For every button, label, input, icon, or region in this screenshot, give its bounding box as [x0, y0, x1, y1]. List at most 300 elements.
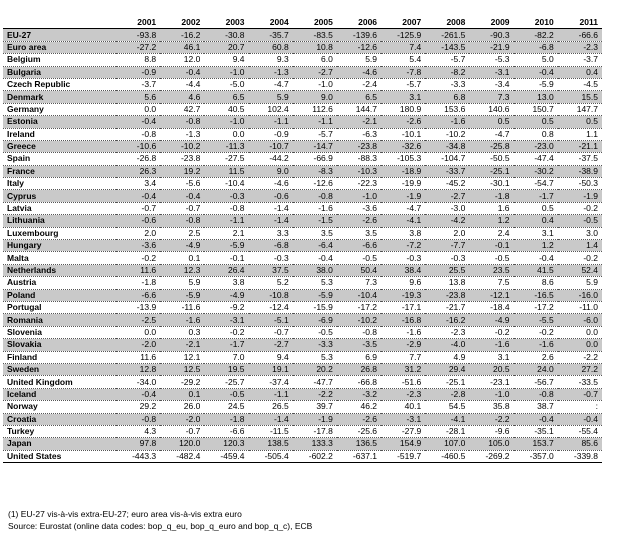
table-row: [3, 190, 602, 202]
year-header: 2010: [514, 17, 558, 29]
value-cell: -0.2: [583, 252, 598, 263]
year-header-row: [3, 17, 602, 29]
table-row: [3, 264, 602, 276]
table-row: [3, 301, 602, 313]
country-name: Finland: [7, 351, 38, 362]
value-cell: -0.6: [249, 190, 293, 202]
value-cell: -0.1: [469, 240, 513, 252]
value-cell: -3.3: [293, 339, 337, 351]
value-cell: 29.4: [425, 363, 469, 375]
value-cell: -4.2: [425, 215, 469, 227]
value-cell: -3.6: [116, 240, 160, 252]
value-cell: -1.4: [249, 215, 293, 227]
table-row: [3, 413, 602, 425]
value-cell: 6.5: [204, 91, 248, 103]
value-cell: -1.6: [514, 339, 558, 351]
value-cell: -45.2: [446, 178, 466, 189]
footnote-1: (1) EU-27 vis-à-vis extra-EU-27; euro area vis-à-vis extra euro: [8, 509, 242, 519]
country-name: Ireland: [7, 128, 35, 139]
value-cell: 120.0: [160, 438, 204, 450]
value-cell: -2.1: [337, 116, 381, 128]
table-row: [3, 103, 602, 115]
value-cell: -10.6: [116, 140, 160, 152]
value-cell: 4.3: [144, 426, 157, 437]
value-cell: -4.5: [583, 79, 598, 90]
value-cell: 1.1: [586, 128, 598, 139]
value-cell: -3.4: [494, 79, 510, 90]
country-name: France: [3, 165, 116, 177]
value-cell: -2.2: [293, 388, 337, 400]
value-cell: -2.6: [337, 215, 381, 227]
value-cell: -5.1: [249, 314, 293, 326]
value-cell: -82.2: [514, 29, 558, 41]
value-cell: 0.0: [144, 103, 157, 114]
value-cell: -1.8: [469, 190, 513, 202]
value-cell: -0.4: [160, 190, 204, 202]
value-cell: -23.0: [514, 140, 558, 152]
value-cell: -0.8: [293, 190, 337, 202]
value-cell: 24.0: [514, 363, 558, 375]
value-cell: -19.9: [401, 178, 422, 189]
value-cell: -0.4: [514, 66, 558, 78]
value-cell: -0.4: [539, 252, 554, 263]
value-cell: -1.0: [469, 388, 513, 400]
value-cell: -25.8: [469, 140, 513, 152]
value-cell: -602.2: [308, 450, 333, 461]
value-cell: -1.4: [274, 203, 289, 214]
value-cell: -23.1: [490, 376, 510, 387]
country-name: Cyprus: [3, 190, 116, 202]
value-cell: -83.5: [293, 29, 337, 41]
country-name: EU-27: [3, 29, 116, 41]
value-cell: -0.4: [116, 388, 160, 400]
value-cell: 2.0: [144, 227, 157, 238]
value-cell: -2.2: [583, 351, 598, 362]
value-cell: -10.2: [446, 128, 466, 139]
table-row: [3, 54, 602, 66]
country-name: Euro area: [3, 41, 116, 53]
table-row: [3, 339, 602, 351]
value-cell: 0.5: [469, 116, 513, 128]
value-cell: -16.2: [160, 29, 204, 41]
country-name: Hungary: [3, 240, 116, 252]
value-cell: -10.1: [401, 128, 422, 139]
value-cell: -8.2: [425, 66, 469, 78]
header-corner: [3, 17, 116, 29]
table-row: [3, 66, 602, 78]
value-cell: -1.9: [293, 413, 337, 425]
value-cell: -7.8: [381, 66, 425, 78]
value-cell: 0.4: [514, 215, 558, 227]
value-cell: 9.0: [293, 91, 337, 103]
value-cell: -3.2: [337, 388, 381, 400]
value-cell: 40.5: [227, 103, 245, 114]
value-cell: 120.3: [204, 438, 248, 450]
value-cell: -0.8: [362, 326, 378, 337]
table-row: [3, 128, 602, 140]
value-cell: -17.2: [357, 302, 378, 313]
value-cell: -2.7: [425, 190, 469, 202]
value-cell: 9.3: [276, 54, 289, 65]
value-cell: -4.1: [381, 215, 425, 227]
country-name: Norway: [7, 401, 38, 412]
value-cell: 40.1: [404, 401, 422, 412]
value-cell: -0.8: [229, 203, 245, 214]
table-row: [3, 425, 602, 437]
value-cell: -34.8: [425, 140, 469, 152]
table-row: [3, 91, 602, 103]
value-cell: -0.5: [362, 252, 378, 263]
value-cell: 42.7: [183, 103, 201, 114]
value-cell: 136.5: [337, 438, 381, 450]
value-cell: -5.3: [494, 54, 510, 65]
value-cell: -0.4: [514, 413, 558, 425]
value-cell: -33.7: [425, 165, 469, 177]
value-cell: 2.4: [497, 227, 510, 238]
value-cell: 5.4: [409, 54, 422, 65]
value-cell: -3.3: [450, 79, 466, 90]
value-cell: -18.4: [490, 302, 510, 313]
value-cell: -30.2: [514, 165, 558, 177]
value-cell: -27.9: [401, 426, 422, 437]
value-cell: 9.4: [232, 54, 245, 65]
value-cell: -0.3: [406, 252, 422, 263]
value-cell: 154.9: [381, 438, 425, 450]
value-cell: 140.6: [488, 103, 510, 114]
value-cell: 31.2: [381, 363, 425, 375]
value-cell: -0.8: [514, 388, 558, 400]
year-header: 2003: [204, 17, 248, 29]
value-cell: 138.5: [249, 438, 293, 450]
value-cell: 3.5: [321, 227, 333, 238]
country-name: Austria: [7, 277, 37, 288]
table-row: [3, 376, 602, 388]
value-cell: -269.2: [485, 450, 510, 461]
value-cell: -11.0: [579, 302, 598, 313]
value-cell: -33.5: [578, 376, 598, 387]
value-cell: 3.3: [276, 227, 289, 238]
value-cell: -5.6: [185, 178, 201, 189]
value-cell: 1.6: [497, 203, 510, 214]
table-row: [3, 41, 602, 53]
year-header: 2002: [160, 17, 204, 29]
value-cell: -6.8: [249, 240, 293, 252]
value-cell: 105.0: [469, 438, 513, 450]
value-cell: -50.3: [578, 178, 598, 189]
value-cell: -34.0: [136, 376, 157, 387]
value-cell: -6.0: [558, 314, 602, 326]
country-name: Slovakia: [3, 339, 116, 351]
value-cell: -1.6: [160, 314, 204, 326]
value-cell: -4.7: [494, 128, 510, 139]
value-cell: 1.2: [514, 240, 558, 252]
value-cell: -10.8: [249, 289, 293, 301]
value-cell: 2.1: [232, 227, 245, 238]
country-name: Denmark: [3, 91, 116, 103]
country-name: Italy: [7, 178, 25, 189]
value-cell: 35.8: [493, 401, 510, 412]
country-name: Lithuania: [3, 215, 116, 227]
value-cell: 50.4: [337, 264, 381, 276]
value-cell: 38.4: [381, 264, 425, 276]
value-cell: 0.0: [144, 326, 157, 337]
value-cell: 7.7: [409, 351, 422, 362]
year-header: 2005: [293, 17, 337, 29]
value-cell: 38.0: [293, 264, 337, 276]
value-cell: 0.0: [586, 326, 598, 337]
year-header: 2001: [116, 17, 160, 29]
value-cell: -460.5: [441, 450, 466, 461]
value-cell: -38.9: [558, 165, 602, 177]
value-cell: -0.3: [204, 190, 248, 202]
table-row: [3, 252, 602, 264]
value-cell: 20.5: [469, 363, 513, 375]
value-cell: -12.1: [469, 289, 513, 301]
value-cell: 0.5: [514, 116, 558, 128]
value-cell: 2.6: [541, 351, 554, 362]
value-cell: -0.2: [494, 326, 510, 337]
value-cell: -0.7: [185, 426, 201, 437]
value-cell: -1.9: [558, 190, 602, 202]
value-cell: -66.8: [357, 376, 378, 387]
value-cell: -2.8: [425, 388, 469, 400]
table-row: [3, 240, 602, 252]
value-cell: -4.6: [274, 178, 289, 189]
table-row: [3, 165, 602, 177]
value-cell: 38.7: [537, 401, 554, 412]
value-cell: 9.4: [276, 351, 289, 362]
value-cell: 19.5: [204, 363, 248, 375]
value-cell: 5.9: [249, 91, 293, 103]
country-name: Turkey: [7, 426, 35, 437]
value-cell: 112.6: [312, 103, 333, 114]
year-header: 2007: [381, 17, 425, 29]
value-cell: -5.9: [160, 289, 204, 301]
value-cell: -10.2: [337, 314, 381, 326]
value-cell: -1.7: [204, 339, 248, 351]
value-cell: 1.4: [558, 240, 602, 252]
value-cell: 7.3: [365, 277, 378, 288]
value-cell: -16.0: [558, 289, 602, 301]
value-cell: -4.9: [469, 314, 513, 326]
table-row: [3, 363, 602, 375]
value-cell: 102.4: [267, 103, 289, 114]
value-cell: 24.5: [227, 401, 245, 412]
value-cell: 0.3: [188, 326, 201, 337]
country-name: Croatia: [3, 413, 116, 425]
value-cell: -21.7: [446, 302, 466, 313]
value-cell: -23.8: [337, 140, 381, 152]
value-cell: -23.8: [425, 289, 469, 301]
value-cell: 7.4: [381, 41, 425, 53]
value-cell: -17.8: [313, 426, 333, 437]
value-cell: -0.7: [274, 326, 289, 337]
value-cell: 41.5: [514, 264, 558, 276]
value-cell: 15.5: [558, 91, 602, 103]
value-cell: -6.4: [293, 240, 337, 252]
value-cell: -16.8: [381, 314, 425, 326]
value-cell: 0.8: [541, 128, 554, 139]
value-cell: 27.2: [558, 363, 602, 375]
table-row: [3, 388, 602, 400]
value-cell: 12.8: [116, 363, 160, 375]
value-cell: 52.4: [558, 264, 602, 276]
value-cell: -11.5: [269, 426, 289, 437]
value-cell: -0.7: [141, 203, 157, 214]
table-row: [3, 401, 602, 413]
value-cell: 4.6: [160, 91, 204, 103]
table-row: [3, 29, 602, 41]
value-cell: -17.2: [534, 302, 554, 313]
value-cell: 26.8: [337, 363, 381, 375]
value-cell: 26.4: [204, 264, 248, 276]
table-row: [3, 215, 602, 227]
value-cell: -56.7: [534, 376, 554, 387]
value-cell: -54.7: [534, 178, 554, 189]
value-cell: 5.3: [321, 351, 333, 362]
value-cell: -47.4: [534, 153, 554, 164]
value-cell: 5.6: [116, 91, 160, 103]
value-cell: -9.2: [229, 302, 245, 313]
source-note: Source: Eurostat (online data codes: bop_q_eu, bop_q_euro and bop_q_c), ECB: [8, 521, 313, 531]
value-cell: 7.5: [497, 277, 510, 288]
value-cell: -2.0: [160, 413, 204, 425]
value-cell: 19.1: [249, 363, 293, 375]
value-cell: 5.9: [365, 54, 378, 65]
year-header: 2004: [249, 17, 293, 29]
value-cell: -6.6: [337, 240, 381, 252]
year-header: 2006: [337, 17, 381, 29]
value-cell: -1.1: [293, 116, 337, 128]
value-cell: -1.1: [204, 215, 248, 227]
value-cell: -0.8: [116, 413, 160, 425]
value-cell: 5.9: [188, 277, 201, 288]
country-name: Belgium: [7, 54, 41, 65]
value-cell: -4.9: [204, 289, 248, 301]
value-cell: -5.9: [539, 79, 554, 90]
value-cell: -1.7: [514, 190, 558, 202]
value-cell: -11.3: [204, 140, 248, 152]
value-cell: -1.0: [204, 66, 248, 78]
value-cell: -2.7: [293, 66, 337, 78]
value-cell: -25.1: [469, 165, 513, 177]
value-cell: 97.8: [116, 438, 160, 450]
value-cell: -1.9: [381, 190, 425, 202]
value-cell: -10.7: [249, 140, 293, 152]
value-cell: -12.6: [313, 178, 333, 189]
value-cell: -0.4: [160, 66, 204, 78]
value-cell: -5.9: [204, 240, 248, 252]
value-cell: -2.3: [381, 388, 425, 400]
value-cell: 5.9: [586, 277, 598, 288]
table-row: [3, 140, 602, 152]
value-cell: -22.3: [357, 178, 378, 189]
value-cell: 0.5: [558, 116, 602, 128]
value-cell: -12.4: [269, 302, 289, 313]
value-cell: -66.6: [558, 29, 602, 41]
value-cell: -0.9: [274, 128, 289, 139]
value-cell: -0.4: [116, 116, 160, 128]
value-cell: -3.1: [204, 314, 248, 326]
country-name: Malta: [7, 252, 29, 263]
value-cell: -27.2: [116, 41, 160, 53]
country-name: Estonia: [3, 116, 116, 128]
value-cell: 3.8: [232, 277, 245, 288]
value-cell: 3.5: [365, 227, 378, 238]
country-name: Portugal: [7, 302, 42, 313]
table-row: [3, 202, 602, 214]
value-cell: 4.9: [453, 351, 466, 362]
value-cell: -5.7: [406, 79, 422, 90]
value-cell: -139.6: [337, 29, 381, 41]
value-cell: 0.1: [160, 388, 204, 400]
value-cell: -4.0: [425, 339, 469, 351]
country-name: Poland: [3, 289, 116, 301]
country-name: Germany: [7, 103, 44, 114]
value-cell: 3.4: [144, 178, 157, 189]
value-cell: -2.6: [337, 413, 381, 425]
value-cell: 12.3: [160, 264, 204, 276]
value-cell: 7.3: [469, 91, 513, 103]
value-cell: 150.7: [532, 103, 554, 114]
value-cell: -6.6: [229, 426, 245, 437]
table-row: [3, 116, 602, 128]
table-row: [3, 326, 602, 338]
value-cell: 133.3: [293, 438, 337, 450]
value-cell: -19.3: [381, 289, 425, 301]
country-name: United Kingdom: [7, 376, 73, 387]
value-cell: 46.2: [360, 401, 378, 412]
value-cell: 46.1: [160, 41, 204, 53]
value-cell: -16.5: [514, 289, 558, 301]
table-row: [3, 78, 602, 90]
value-cell: -1.5: [293, 215, 337, 227]
value-cell: 19.2: [160, 165, 204, 177]
table-row: [3, 351, 602, 363]
value-cell: -3.7: [141, 79, 157, 90]
value-cell: -5.7: [450, 54, 466, 65]
value-cell: -3.6: [362, 203, 378, 214]
value-cell: -88.3: [357, 153, 378, 164]
value-cell: -13.9: [136, 302, 157, 313]
value-cell: 3.8: [409, 227, 422, 238]
value-cell: -5.7: [318, 128, 333, 139]
value-cell: -3.7: [583, 54, 598, 65]
value-cell: 0.0: [558, 339, 602, 351]
value-cell: 12.1: [183, 351, 201, 362]
value-cell: 180.9: [399, 103, 422, 114]
value-cell: -0.7: [558, 388, 602, 400]
value-cell: -10.2: [160, 140, 204, 152]
country-name: Greece: [3, 140, 116, 152]
value-cell: -93.8: [116, 29, 160, 41]
value-cell: 1.2: [469, 215, 513, 227]
value-cell: -2.3: [450, 326, 466, 337]
value-cell: 153.6: [444, 103, 466, 114]
value-cell: -51.6: [401, 376, 422, 387]
value-cell: -0.6: [116, 215, 160, 227]
value-cell: 54.5: [448, 401, 466, 412]
value-cell: -14.7: [293, 140, 337, 152]
value-cell: -26.8: [136, 153, 157, 164]
value-cell: -50.5: [490, 153, 510, 164]
value-cell: -28.1: [446, 426, 466, 437]
value-cell: -2.7: [249, 339, 293, 351]
value-cell: -90.3: [469, 29, 513, 41]
value-cell: -6.8: [514, 41, 558, 53]
value-cell: -15.9: [313, 302, 333, 313]
value-cell: -1.0: [337, 190, 381, 202]
